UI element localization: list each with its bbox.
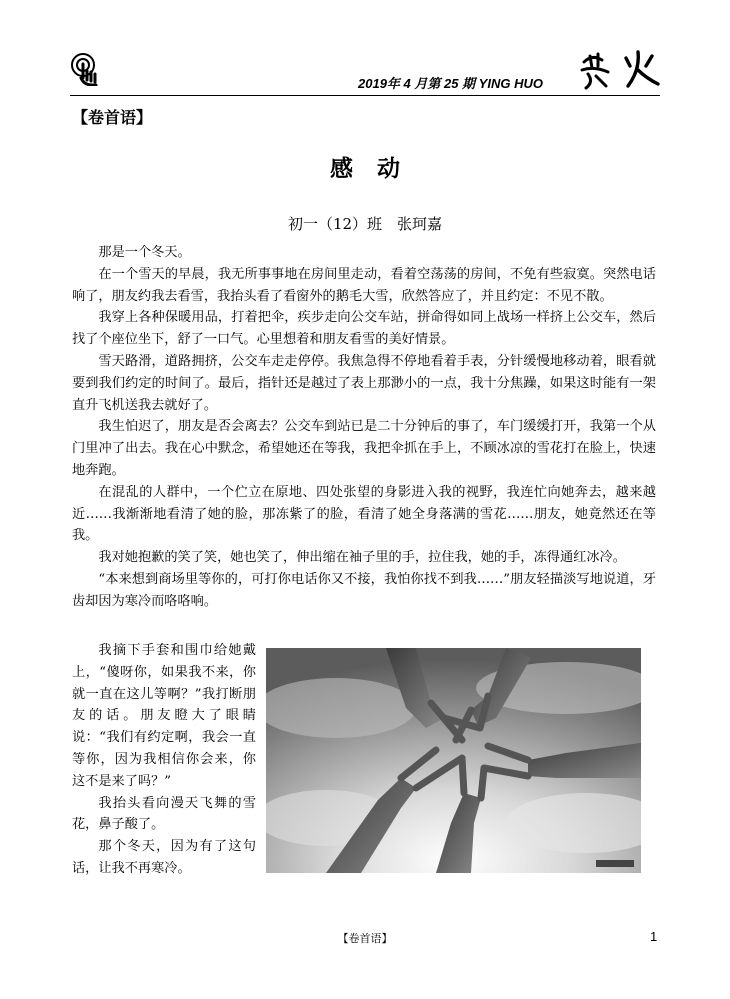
paragraph: 那个冬天，因为有了这句话，让我不再寒冷。 xyxy=(72,839,256,876)
author-byline: 初一（12）班 张珂嘉 xyxy=(287,215,443,233)
paragraph: 我对她抱歉的笑了笑，她也笑了，伸出缩在袖子里的手，拉住我，她的手，冻得通红冰冷。 xyxy=(98,550,626,566)
paragraph: 在混乱的人群中，一个伫立在原地、四处张望的身影进入我的视野，我连忙向她奔去，越来越近……我渐渐地看清了她的脸，那冻紫了的脸，看清了她全身落满的雪花……朋友，她竟然还在等我。 xyxy=(72,484,656,544)
paragraph: 那是一个冬天。 xyxy=(98,245,191,260)
article-body xyxy=(72,242,656,613)
paragraph: 我生怕迟了，朋友是否会离去？公交车到站已是二十分钟后的事了，车门缓缓打开，我第一个从门里冲了出去。我在心中默念，希望她还在等我，我把伞抓在手上，不顾冰凉的雪花打在脸上，快速地奔跑。 xyxy=(72,419,656,478)
paragraph: 我穿上各种保暖用品，打着把伞，疾步走向公交车站，拼命得如同上战场一样挤上公交车，然后找了个座位坐下，舒了一口气。心里想着和朋友看雪的美好情景。 xyxy=(72,310,656,348)
article-title: 感动 xyxy=(330,156,424,182)
paragraph: 雪天路滑，道路拥挤，公交车走走停停。我焦急得不停地看着手表，分针缓慢地移动着，眼看就要到我们约定的时间了。最后，指针还是越过了表上那渺小的一点，我十分焦躁，如果这时能有一架直升飞机送我去就好了。 xyxy=(72,353,656,413)
paragraph: “本来想到商场里等你的，可打你电话你又不接，我怕你找不到我……”朋友轻描淡写地说道，牙齿却因为寒冷而咯咯响。 xyxy=(72,571,656,609)
paragraph: 我抬头看向漫天飞舞的雪花，鼻子酸了。 xyxy=(72,795,256,833)
hand-touch-icon xyxy=(70,52,104,86)
section-tag: 【卷首语】 xyxy=(72,110,153,127)
paragraph: 我摘下手套和围巾给她戴上，“傻呀你，如果我不来，你就一直在这儿等啊？”我打断朋友的话。朋友瞪大了眼睛说：“我们有约定啊，我会一直等你，因为我相信你会来，你这不是来了吗？” xyxy=(72,643,256,789)
page-number: 1 xyxy=(650,929,658,944)
header-divider xyxy=(70,95,660,96)
paragraph: 在一个雪天的早晨，我无所事事地在房间里走动，看着空荡荡的房间，不免有些寂寞。突然电话响了，朋友约我去看雪，我抬头看了看窗外的鹅毛大雪，欣然答应了，并且约定：不见不散。 xyxy=(72,266,656,304)
issue-label: 2019年 4 月第 25 期 YING HUO xyxy=(358,76,543,91)
article-body-wrapped xyxy=(72,640,256,880)
yinghuo-logo xyxy=(576,48,668,90)
footer-label: 【卷首语】 xyxy=(337,932,393,945)
hands-star-photo xyxy=(266,648,641,873)
